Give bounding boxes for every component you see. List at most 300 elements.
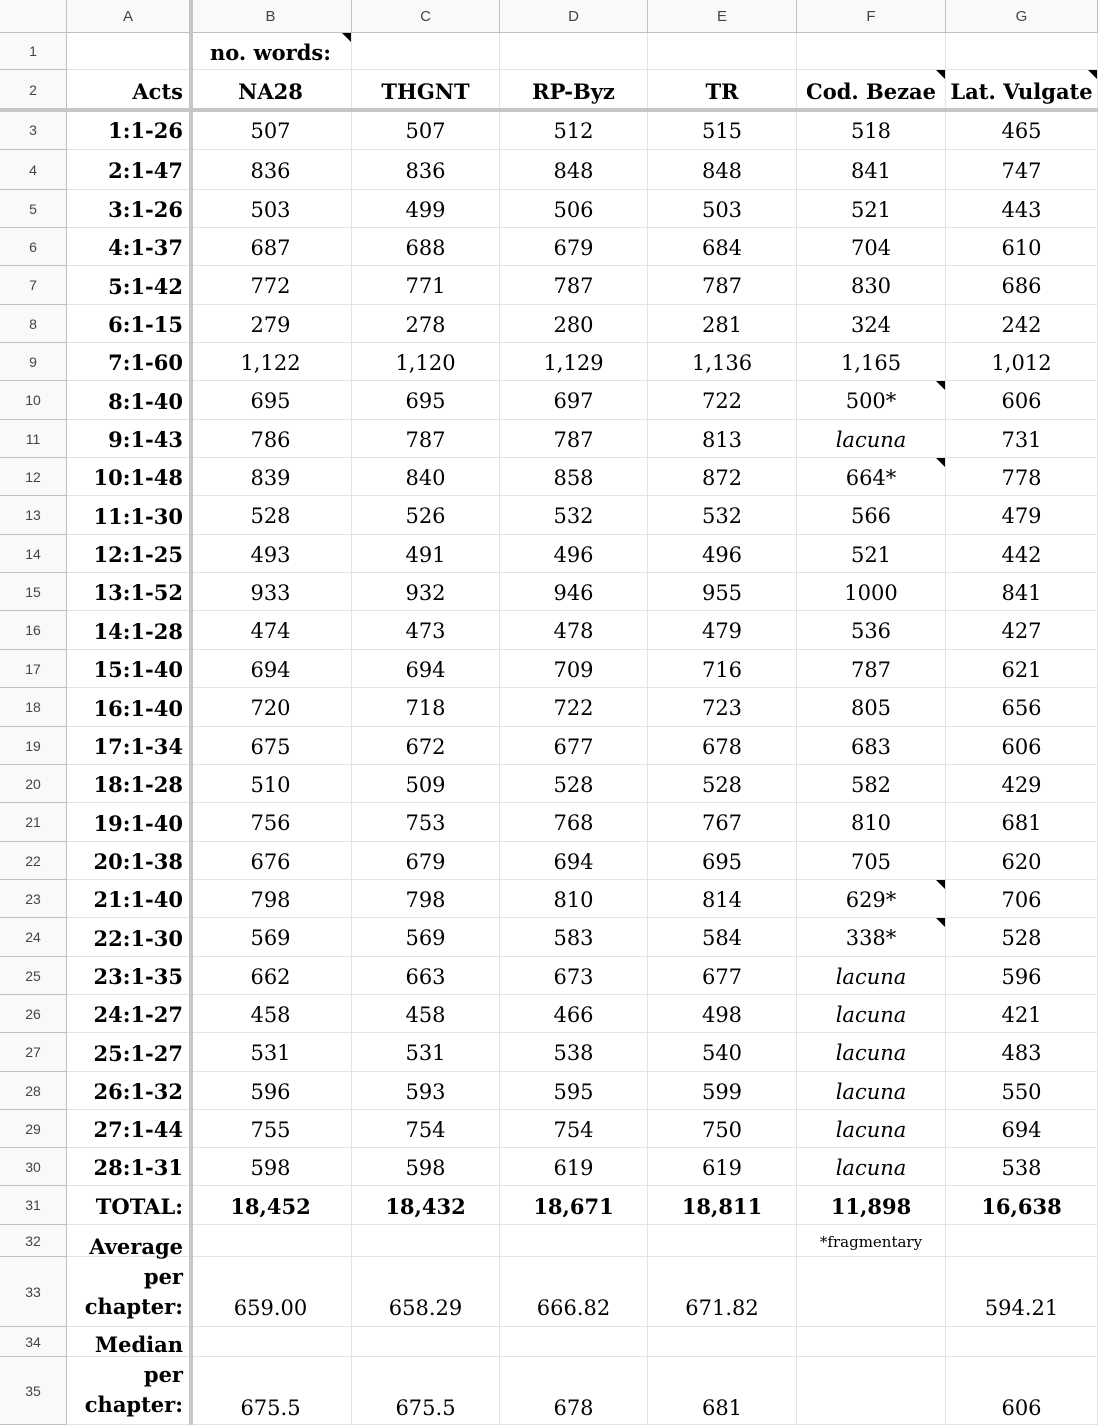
chapter-label[interactable]: [67, 765, 190, 803]
cell-c7[interactable]: [352, 266, 500, 305]
cell-b5[interactable]: [190, 190, 352, 228]
cell-g26[interactable]: [946, 995, 1098, 1033]
cell-f19[interactable]: [797, 727, 946, 765]
chapter-label[interactable]: [67, 420, 190, 458]
cell-d30[interactable]: [500, 1148, 648, 1186]
cell-g29[interactable]: [946, 1110, 1098, 1148]
header-rp-byz[interactable]: [500, 70, 648, 110]
cell-f15[interactable]: [797, 573, 946, 611]
cell-f11[interactable]: [797, 420, 946, 458]
row-header-16[interactable]: 16: [0, 611, 67, 650]
cell-text: 280: [553, 313, 594, 337]
cell-f22[interactable]: [797, 842, 946, 880]
header-lat-vulgate[interactable]: [946, 70, 1098, 110]
average-value[interactable]: [946, 1257, 1098, 1327]
cell-g5[interactable]: [946, 190, 1098, 228]
cell-d18[interactable]: [500, 688, 648, 727]
cell-f24[interactable]: [797, 918, 946, 957]
cell-g11[interactable]: [946, 420, 1098, 458]
cell-g34[interactable]: [946, 1327, 1098, 1357]
cell-c16[interactable]: [352, 611, 500, 650]
cell-d15[interactable]: [500, 573, 648, 611]
cell-e27[interactable]: [648, 1033, 797, 1072]
cell-f25[interactable]: [797, 957, 946, 995]
row-header-15[interactable]: 15: [0, 573, 67, 611]
cell-b29[interactable]: [190, 1110, 352, 1148]
cell-c8[interactable]: [352, 305, 500, 343]
row-header-19[interactable]: 19: [0, 727, 67, 765]
cell-g4[interactable]: [946, 150, 1098, 190]
cell-e15[interactable]: [648, 573, 797, 611]
chapter-label[interactable]: [67, 305, 190, 343]
header-na28[interactable]: [190, 70, 352, 110]
header-cod-bezae[interactable]: [797, 70, 946, 110]
cell-c29[interactable]: [352, 1110, 500, 1148]
cell-f17[interactable]: [797, 650, 946, 688]
cell-c22[interactable]: [352, 842, 500, 880]
column-header-a[interactable]: A: [67, 0, 190, 33]
chapter-label[interactable]: [67, 918, 190, 957]
comment-indicator-icon[interactable]: [342, 33, 351, 42]
cell-e26[interactable]: [648, 995, 797, 1033]
cell-b18[interactable]: [190, 688, 352, 727]
cell-b21[interactable]: [190, 803, 352, 842]
chapter-label[interactable]: [67, 880, 190, 918]
comment-indicator-icon[interactable]: [936, 70, 945, 79]
row-header-26[interactable]: 26: [0, 995, 67, 1033]
column-header-f[interactable]: F: [797, 0, 946, 33]
cell-d6[interactable]: [500, 228, 648, 266]
cell-f10[interactable]: [797, 381, 946, 420]
footnote[interactable]: [797, 1225, 946, 1257]
cell-g22[interactable]: [946, 842, 1098, 880]
cell-b32[interactable]: [190, 1225, 352, 1257]
row-header-6[interactable]: 6: [0, 228, 67, 266]
header-thgnt[interactable]: [352, 70, 500, 110]
cell-g27[interactable]: [946, 1033, 1098, 1072]
cell-g32[interactable]: [946, 1225, 1098, 1257]
cell-e22[interactable]: [648, 842, 797, 880]
cell-b20[interactable]: [190, 765, 352, 803]
comment-indicator-icon[interactable]: [936, 880, 945, 889]
cell-g28[interactable]: [946, 1072, 1098, 1110]
row-header-21[interactable]: 21: [0, 803, 67, 842]
cell-d28[interactable]: [500, 1072, 648, 1110]
cell-b24[interactable]: [190, 918, 352, 957]
chapter-label[interactable]: [67, 995, 190, 1033]
cell-c28[interactable]: [352, 1072, 500, 1110]
cell-b1[interactable]: [190, 33, 352, 70]
cell-e28[interactable]: [648, 1072, 797, 1110]
median-value[interactable]: [946, 1357, 1098, 1425]
cell-d8[interactable]: [500, 305, 648, 343]
cell-g7[interactable]: [946, 266, 1098, 305]
row-header-22[interactable]: 22: [0, 842, 67, 880]
row-header-5[interactable]: 5: [0, 190, 67, 228]
row-header-33[interactable]: 33: [0, 1257, 67, 1327]
total-value[interactable]: [946, 1186, 1098, 1225]
cell-b25[interactable]: [190, 957, 352, 995]
cell-c3[interactable]: [352, 110, 500, 150]
median-value[interactable]: [500, 1357, 648, 1425]
cell-d9[interactable]: [500, 343, 648, 381]
row-header-34[interactable]: 34: [0, 1327, 67, 1357]
cell-c5[interactable]: [352, 190, 500, 228]
row-header-14[interactable]: 14: [0, 535, 67, 573]
cell-g20[interactable]: [946, 765, 1098, 803]
cell-b16[interactable]: [190, 611, 352, 650]
cell-g14[interactable]: [946, 535, 1098, 573]
cell-b34[interactable]: [190, 1327, 352, 1357]
cell-b15[interactable]: [190, 573, 352, 611]
median-value[interactable]: [352, 1357, 500, 1425]
average-value[interactable]: [352, 1257, 500, 1327]
row-header-35[interactable]: 35: [0, 1357, 67, 1425]
cell-text: RP-Byz: [532, 79, 615, 104]
cell-d29[interactable]: [500, 1110, 648, 1148]
frozen-row-divider[interactable]: [0, 108, 1098, 112]
cell-g13[interactable]: [946, 496, 1098, 535]
row-header-3[interactable]: 3: [0, 110, 67, 150]
cell-f34[interactable]: [797, 1327, 946, 1357]
cell-f16[interactable]: [797, 611, 946, 650]
row-header-18[interactable]: 18: [0, 688, 67, 727]
chapter-label[interactable]: [67, 535, 190, 573]
median-value[interactable]: [648, 1357, 797, 1425]
frozen-column-divider[interactable]: [189, 0, 193, 1425]
column-header-b[interactable]: B: [190, 0, 352, 33]
cell-e5[interactable]: [648, 190, 797, 228]
cell-c34[interactable]: [352, 1327, 500, 1357]
cell-c19[interactable]: [352, 727, 500, 765]
cell-f20[interactable]: [797, 765, 946, 803]
cell-g23[interactable]: [946, 880, 1098, 918]
total-value[interactable]: [190, 1186, 352, 1225]
average-value[interactable]: [190, 1257, 352, 1327]
row-header-27[interactable]: 27: [0, 1033, 67, 1072]
cell-d13[interactable]: [500, 496, 648, 535]
cell-e3[interactable]: [648, 110, 797, 150]
cell-d24[interactable]: [500, 918, 648, 957]
cell-e34[interactable]: [648, 1327, 797, 1357]
row-header-30[interactable]: 30: [0, 1148, 67, 1186]
column-header-e[interactable]: E: [648, 0, 797, 33]
cell-c27[interactable]: [352, 1033, 500, 1072]
cell-c32[interactable]: [352, 1225, 500, 1257]
chapter-label[interactable]: [67, 1033, 190, 1072]
cell-c18[interactable]: [352, 688, 500, 727]
cell-e29[interactable]: [648, 1110, 797, 1148]
total-value[interactable]: [648, 1186, 797, 1225]
cell-f5[interactable]: [797, 190, 946, 228]
average-value[interactable]: [797, 1257, 946, 1327]
chapter-label[interactable]: [67, 650, 190, 688]
cell-f26[interactable]: [797, 995, 946, 1033]
cell-b3[interactable]: [190, 110, 352, 150]
cell-c14[interactable]: [352, 535, 500, 573]
cell-b12[interactable]: [190, 458, 352, 496]
cell-f21[interactable]: [797, 803, 946, 842]
cell-b9[interactable]: [190, 343, 352, 381]
cell-f28[interactable]: [797, 1072, 946, 1110]
cell-e1[interactable]: [648, 33, 797, 70]
cell-e11[interactable]: [648, 420, 797, 458]
cell-c11[interactable]: [352, 420, 500, 458]
cell-b30[interactable]: [190, 1148, 352, 1186]
chapter-label[interactable]: [67, 228, 190, 266]
cell-g24[interactable]: [946, 918, 1098, 957]
comment-indicator-icon[interactable]: [936, 918, 945, 927]
cell-e32[interactable]: [648, 1225, 797, 1257]
row-header-29[interactable]: 29: [0, 1110, 67, 1148]
cell-d19[interactable]: [500, 727, 648, 765]
row-header-20[interactable]: 20: [0, 765, 67, 803]
row-header-1[interactable]: 1: [0, 33, 67, 70]
cell-text: 676: [250, 850, 291, 874]
cell-b23[interactable]: [190, 880, 352, 918]
cell-b10[interactable]: [190, 381, 352, 420]
cell-d20[interactable]: [500, 765, 648, 803]
cell-e13[interactable]: [648, 496, 797, 535]
row-header-24[interactable]: 24: [0, 918, 67, 957]
cell-c10[interactable]: [352, 381, 500, 420]
cell-c25[interactable]: [352, 957, 500, 995]
cell-g16[interactable]: [946, 611, 1098, 650]
cell-g12[interactable]: [946, 458, 1098, 496]
chapter-label[interactable]: [67, 110, 190, 150]
cell-f30[interactable]: [797, 1148, 946, 1186]
cell-b4[interactable]: [190, 150, 352, 190]
cell-g19[interactable]: [946, 727, 1098, 765]
chapter-label[interactable]: [67, 1110, 190, 1148]
column-header-d[interactable]: D: [500, 0, 648, 33]
cell-f6[interactable]: [797, 228, 946, 266]
cell-f4[interactable]: [797, 150, 946, 190]
cell-c24[interactable]: [352, 918, 500, 957]
chapter-label[interactable]: [67, 611, 190, 650]
cell-f14[interactable]: [797, 535, 946, 573]
cell-g30[interactable]: [946, 1148, 1098, 1186]
total-value[interactable]: [797, 1186, 946, 1225]
row-header-9[interactable]: 9: [0, 343, 67, 381]
cell-e19[interactable]: [648, 727, 797, 765]
cell-f23[interactable]: [797, 880, 946, 918]
total-label[interactable]: [67, 1186, 190, 1225]
chapter-label[interactable]: [67, 458, 190, 496]
cell-e6[interactable]: [648, 228, 797, 266]
chapter-label[interactable]: [67, 842, 190, 880]
cell-g8[interactable]: [946, 305, 1098, 343]
chapter-label[interactable]: [67, 1148, 190, 1186]
cell-d32[interactable]: [500, 1225, 648, 1257]
cell-e9[interactable]: [648, 343, 797, 381]
cell-d10[interactable]: [500, 381, 648, 420]
comment-indicator-icon[interactable]: [1088, 70, 1097, 79]
cell-d3[interactable]: [500, 110, 648, 150]
chapter-label[interactable]: [67, 150, 190, 190]
median-value[interactable]: [797, 1357, 946, 1425]
cell-e7[interactable]: [648, 266, 797, 305]
cell-g15[interactable]: [946, 573, 1098, 611]
cell-e17[interactable]: [648, 650, 797, 688]
select-all-corner[interactable]: [0, 0, 67, 33]
cell-g17[interactable]: [946, 650, 1098, 688]
cell-g3[interactable]: [946, 110, 1098, 150]
cell-g6[interactable]: [946, 228, 1098, 266]
cell-c26[interactable]: [352, 995, 500, 1033]
chapter-label[interactable]: [67, 688, 190, 727]
cell-c12[interactable]: [352, 458, 500, 496]
comment-indicator-icon[interactable]: [936, 381, 945, 390]
row-header-7[interactable]: 7: [0, 266, 67, 305]
cell-text: lacuna: [835, 1080, 907, 1104]
cell-b17[interactable]: [190, 650, 352, 688]
cell-g1[interactable]: [946, 33, 1098, 70]
cell-f8[interactable]: [797, 305, 946, 343]
cell-d22[interactable]: [500, 842, 648, 880]
row-header-17[interactable]: 17: [0, 650, 67, 688]
cell-d14[interactable]: [500, 535, 648, 573]
cell-c6[interactable]: [352, 228, 500, 266]
row-header-2[interactable]: 2: [0, 70, 67, 110]
cell-d26[interactable]: [500, 995, 648, 1033]
cell-e20[interactable]: [648, 765, 797, 803]
cell-f3[interactable]: [797, 110, 946, 150]
cell-g21[interactable]: [946, 803, 1098, 842]
cell-c1[interactable]: [352, 33, 500, 70]
average-value[interactable]: [648, 1257, 797, 1327]
chapter-label[interactable]: [67, 343, 190, 381]
cell-e14[interactable]: [648, 535, 797, 573]
cell-f1[interactable]: [797, 33, 946, 70]
cell-f9[interactable]: [797, 343, 946, 381]
column-header-c[interactable]: C: [352, 0, 500, 33]
cell-e24[interactable]: [648, 918, 797, 957]
cell-d34[interactable]: [500, 1327, 648, 1357]
row-header-11[interactable]: 11: [0, 420, 67, 458]
cell-c30[interactable]: [352, 1148, 500, 1186]
cell-e12[interactable]: [648, 458, 797, 496]
cell-e10[interactable]: [648, 381, 797, 420]
cell-e30[interactable]: [648, 1148, 797, 1186]
cell-f27[interactable]: [797, 1033, 946, 1072]
cell-f18[interactable]: [797, 688, 946, 727]
cell-e18[interactable]: [648, 688, 797, 727]
cell-b14[interactable]: [190, 535, 352, 573]
chapter-label[interactable]: [67, 573, 190, 611]
cell-d17[interactable]: [500, 650, 648, 688]
cell-f12[interactable]: [797, 458, 946, 496]
cell-g10[interactable]: [946, 381, 1098, 420]
cell-a1[interactable]: [67, 33, 190, 70]
row-header-23[interactable]: 23: [0, 880, 67, 918]
cell-e23[interactable]: [648, 880, 797, 918]
cell-f13[interactable]: [797, 496, 946, 535]
median-value[interactable]: [190, 1357, 352, 1425]
header-acts[interactable]: [67, 70, 190, 110]
cell-f29[interactable]: [797, 1110, 946, 1148]
row-header-32[interactable]: 32: [0, 1225, 67, 1257]
row-header-13[interactable]: 13: [0, 496, 67, 535]
cell-c9[interactable]: [352, 343, 500, 381]
chapter-label[interactable]: [67, 803, 190, 842]
row-header-31[interactable]: 31: [0, 1186, 67, 1225]
chapter-label[interactable]: [67, 381, 190, 420]
cell-e16[interactable]: [648, 611, 797, 650]
cell-b19[interactable]: [190, 727, 352, 765]
comment-indicator-icon[interactable]: [936, 458, 945, 467]
row-header-10[interactable]: 10: [0, 381, 67, 420]
cell-b22[interactable]: [190, 842, 352, 880]
cell-d7[interactable]: [500, 266, 648, 305]
cell-e8[interactable]: [648, 305, 797, 343]
cell-g18[interactable]: [946, 688, 1098, 727]
cell-c20[interactable]: [352, 765, 500, 803]
cell-f7[interactable]: [797, 266, 946, 305]
cell-c21[interactable]: [352, 803, 500, 842]
row-header-4[interactable]: 4: [0, 150, 67, 190]
cell-b8[interactable]: [190, 305, 352, 343]
median-label[interactable]: [67, 1332, 190, 1425]
cell-b27[interactable]: [190, 1033, 352, 1072]
chapter-label[interactable]: [67, 266, 190, 305]
cell-b6[interactable]: [190, 228, 352, 266]
cell-b28[interactable]: [190, 1072, 352, 1110]
cell-c4[interactable]: [352, 150, 500, 190]
cell-b26[interactable]: [190, 995, 352, 1033]
chapter-label[interactable]: [67, 190, 190, 228]
chapter-label[interactable]: [67, 496, 190, 535]
chapter-label[interactable]: [67, 957, 190, 995]
chapter-label[interactable]: [67, 1072, 190, 1110]
cell-d12[interactable]: [500, 458, 648, 496]
cell-g9[interactable]: [946, 343, 1098, 381]
row-header-25[interactable]: 25: [0, 957, 67, 995]
cell-c17[interactable]: [352, 650, 500, 688]
cell-e21[interactable]: [648, 803, 797, 842]
total-value[interactable]: [500, 1186, 648, 1225]
cell-d27[interactable]: [500, 1033, 648, 1072]
cell-c23[interactable]: [352, 880, 500, 918]
cell-b7[interactable]: [190, 266, 352, 305]
row-header-8[interactable]: 8: [0, 305, 67, 343]
cell-d1[interactable]: [500, 33, 648, 70]
cell-c15[interactable]: [352, 573, 500, 611]
cell-d11[interactable]: [500, 420, 648, 458]
total-value[interactable]: [352, 1186, 500, 1225]
row-header-28[interactable]: 28: [0, 1072, 67, 1110]
cell-d25[interactable]: [500, 957, 648, 995]
cell-c13[interactable]: [352, 496, 500, 535]
column-header-g[interactable]: G: [946, 0, 1098, 33]
row-header-12[interactable]: 12: [0, 458, 67, 496]
cell-d5[interactable]: [500, 190, 648, 228]
cell-d23[interactable]: [500, 880, 648, 918]
cell-d16[interactable]: [500, 611, 648, 650]
cell-text: 722: [553, 696, 594, 720]
header-tr[interactable]: [648, 70, 797, 110]
average-label[interactable]: [67, 1234, 190, 1327]
cell-b13[interactable]: [190, 496, 352, 535]
cell-b11[interactable]: [190, 420, 352, 458]
cell-g25[interactable]: [946, 957, 1098, 995]
cell-d4[interactable]: [500, 150, 648, 190]
cell-d21[interactable]: [500, 803, 648, 842]
cell-e4[interactable]: [648, 150, 797, 190]
cell-e25[interactable]: [648, 957, 797, 995]
average-value[interactable]: [500, 1257, 648, 1327]
chapter-label[interactable]: [67, 727, 190, 765]
